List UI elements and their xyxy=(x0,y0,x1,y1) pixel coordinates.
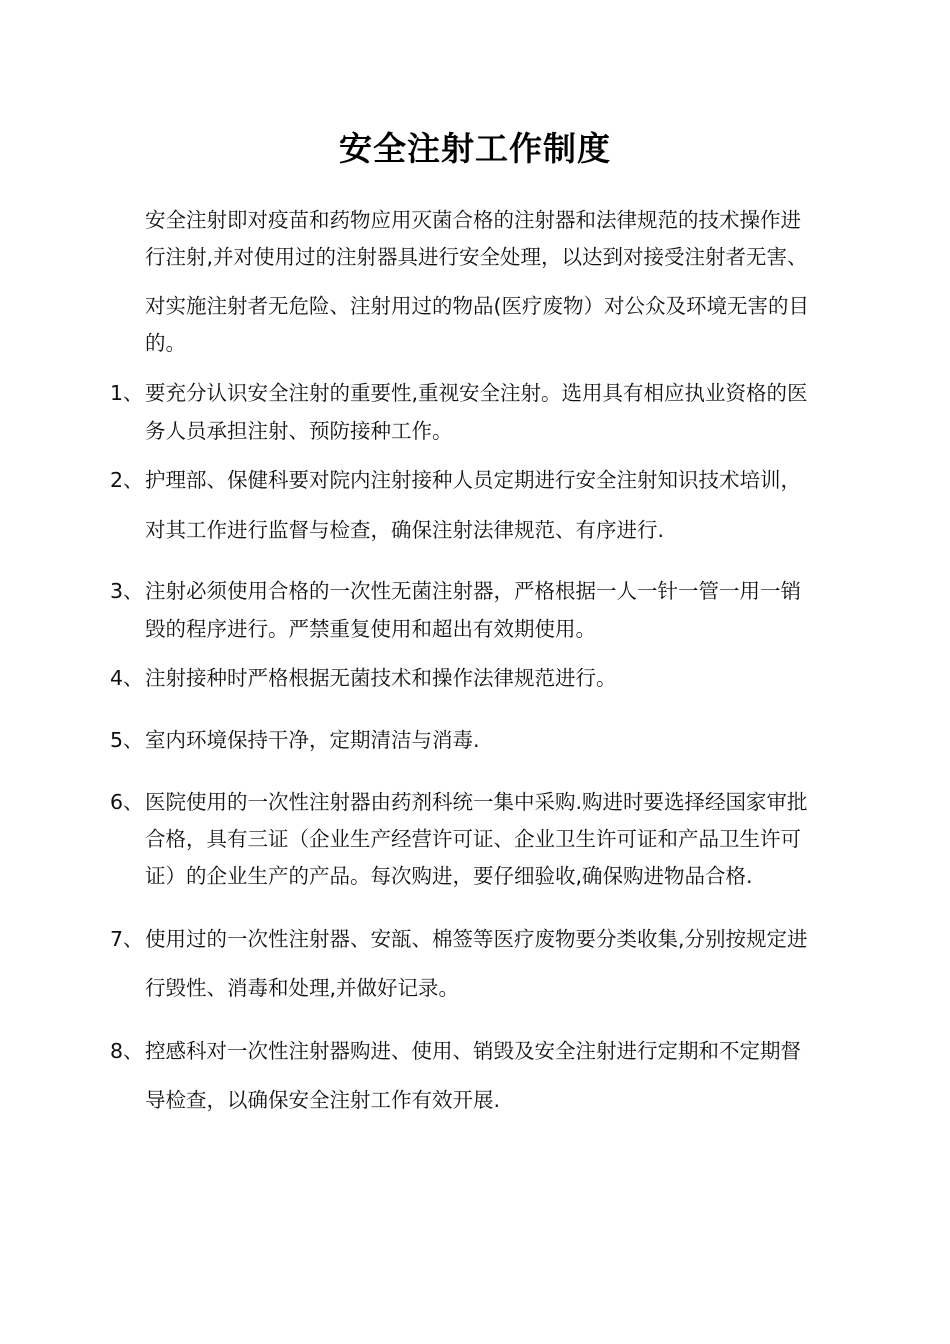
intro-line: 的。 xyxy=(145,331,186,355)
item-number: 3、 xyxy=(110,579,144,603)
document-title: 安全注射工作制度 xyxy=(339,129,611,168)
item-number: 1、 xyxy=(110,381,144,405)
item-line: 注射接种时严格根据无菌技术和操作法律规范进行。 xyxy=(145,666,617,690)
item-line: 行毁性、消毒和处理,并做好记录。 xyxy=(145,976,460,1000)
item-line: 护理部、保健科要对院内注射接种人员定期进行安全注射知识技术培训， xyxy=(145,468,801,492)
item-line: 控感科对一次性注射器购进、使用、销毁及安全注射进行定期和不定期督 xyxy=(145,1039,801,1063)
item-line: 务人员承担注射、预防接种工作。 xyxy=(145,419,453,443)
intro-line: 行注射,并对使用过的注射器具进行安全处理，以达到对接受注射者无害、 xyxy=(145,245,808,269)
item-number: 2、 xyxy=(110,468,144,492)
item-number: 4、 xyxy=(110,666,144,690)
item-number: 5、 xyxy=(110,728,144,752)
item-line: 室内环境保持干净，定期清洁与消毒. xyxy=(145,728,480,752)
item-line: 导检查，以确保安全注射工作有效开展. xyxy=(145,1088,501,1112)
item-number: 8、 xyxy=(110,1039,144,1063)
item-line: 要充分认识安全注射的重要性,重视安全注射。选用具有相应执业资格的医 xyxy=(145,381,808,405)
item-line: 医院使用的一次性注射器由药剂科统一集中采购.购进时要选择经国家审批 xyxy=(145,790,808,814)
item-line: 对其工作进行监督与检查，确保注射法律规范、有序进行. xyxy=(145,518,665,542)
item-number: 6、 xyxy=(110,790,144,814)
item-line: 合格，具有三证（企业生产经营许可证、企业卫生许可证和产品卫生许可 xyxy=(145,827,801,851)
item-line: 注射必须使用合格的一次性无菌注射器，严格根据一人一针一管一用一销 xyxy=(145,579,801,603)
item-line: 毁的程序进行。严禁重复使用和超出有效期使用。 xyxy=(145,617,596,641)
intro-line: 对实施注射者无危险、注射用过的物品(医疗废物）对公众及环境无害的目 xyxy=(145,294,809,318)
intro-line: 安全注射即对疫苗和药物应用灭菌合格的注射器和法律规范的技术操作进 xyxy=(145,208,801,232)
item-number: 7、 xyxy=(110,927,144,951)
item-line: 证）的企业生产的产品。每次购进，要仔细验收,确保购进物品合格. xyxy=(145,864,753,888)
item-line: 使用过的一次性注射器、安瓿、棉签等医疗废物要分类收集,分别按规定进 xyxy=(145,927,808,951)
